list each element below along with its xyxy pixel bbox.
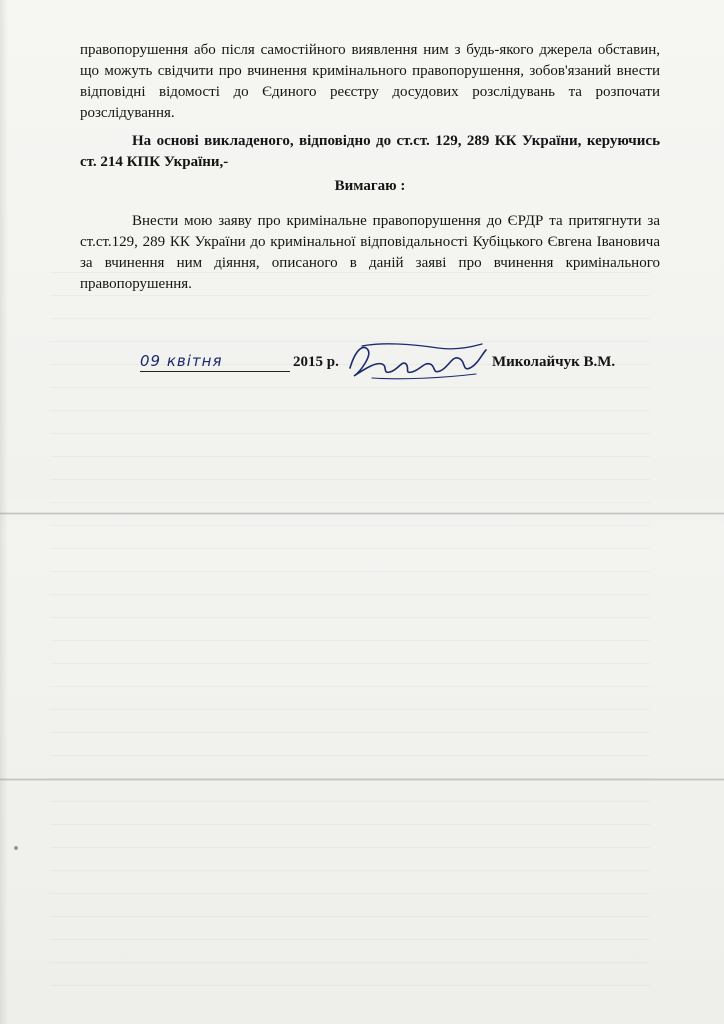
paragraph-demand: Внести мою заяву про кримінальне правопорушення до ЄРДР та притягнути за ст.ст.129, 289 КК України до кримінальної відповідальності Кубіцького Євгена Івановича за вчинення ним діяння, описаного в даній заяві про вчинення кримінального правопорушення. — [80, 213, 660, 292]
hole-punch-mark — [14, 846, 18, 850]
handwritten-signature — [342, 338, 492, 384]
signature-line — [80, 352, 660, 392]
paragraph-1: правопорушення або після самостійного виявлення ним з будь-якого джерела обставин, що можуть свідчити про вчинення кримінального правопорушення, зобов'язаний внести відповідні відомості до Єдиного реєстру досудових розслідувань та розпочати розслідування. — [80, 42, 660, 121]
signer-name: Миколайчук В.М. — [492, 354, 616, 370]
date-year: 2015 р. — [293, 354, 339, 370]
paper-fold-line — [0, 512, 724, 515]
handwritten-date: 09 квітня — [140, 352, 290, 372]
demand-heading: Вимагаю : — [334, 178, 406, 194]
paragraph-legal-basis: На основі викладеного, відповідно до ст.ст. 129, 289 КК України, керуючись ст. 214 КПК України,- — [80, 133, 660, 170]
paper-fold-line — [0, 778, 724, 781]
